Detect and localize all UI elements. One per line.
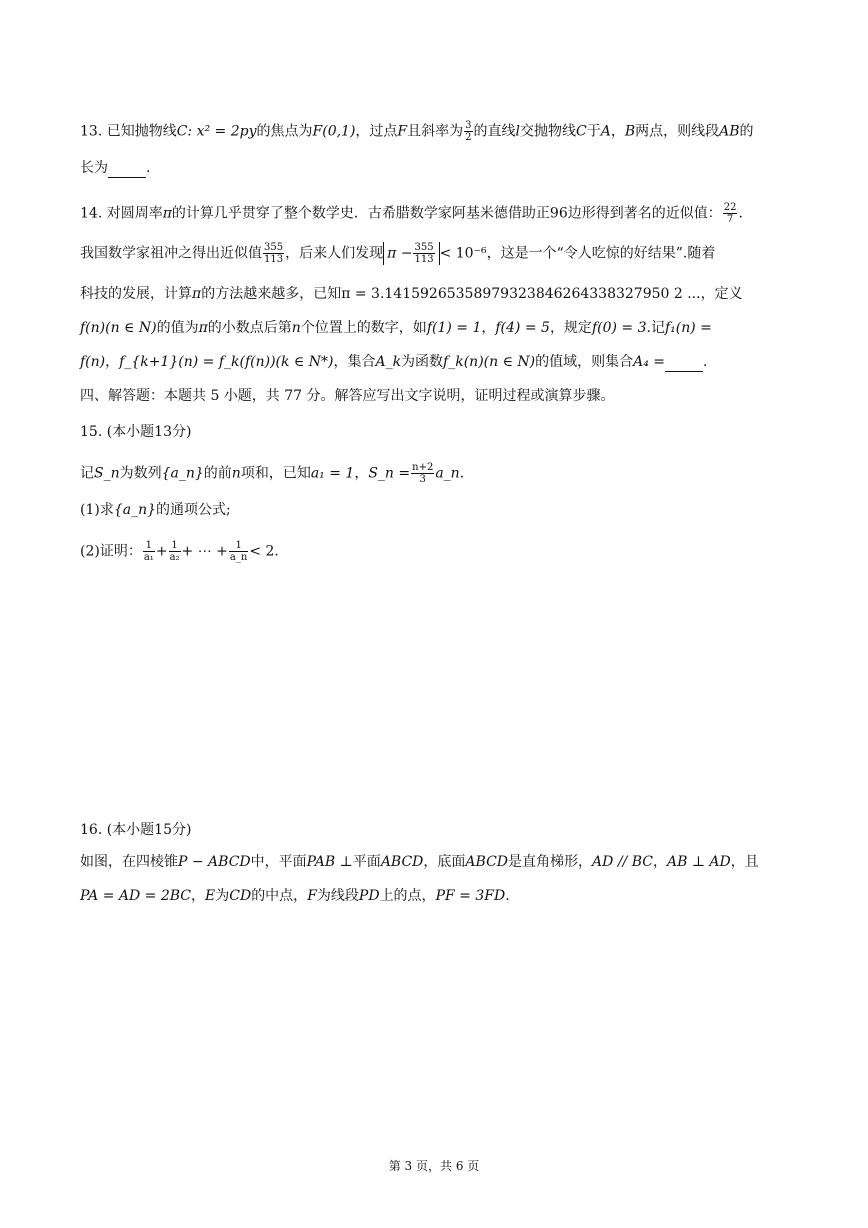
- math: F: [397, 123, 408, 140]
- text: .: [459, 465, 465, 482]
- text: 的焦点为: [256, 123, 313, 140]
- math: π −: [387, 245, 413, 262]
- math: F(0,1): [312, 123, 356, 140]
- text: 的前: [203, 465, 232, 482]
- math: f(4) = 5: [495, 320, 550, 336]
- text: 的方法越来越多，已知: [201, 286, 342, 302]
- numerator: 355: [414, 242, 434, 253]
- math: PAB ⊥: [306, 854, 353, 870]
- math: AD // BC: [592, 854, 653, 870]
- math: π: [198, 320, 208, 336]
- math: f(1) = 1: [426, 320, 482, 336]
- math: n: [291, 320, 301, 336]
- text: 两点，则线段: [635, 123, 720, 140]
- q15-part2: [80, 540, 279, 563]
- math: {a_n}: [161, 465, 204, 482]
- text: .: [738, 205, 743, 222]
- text: 的计算几乎贯穿了整个数学史．古希腊数学家阿基米德借助正96边形得到著名的近似值：: [171, 205, 722, 222]
- numerator: 1: [143, 540, 155, 552]
- math: S_n =: [368, 465, 411, 482]
- text: ，: [354, 465, 369, 482]
- text: 于: [586, 123, 601, 140]
- text: ，集合: [333, 354, 376, 370]
- text: 13. 已知抛物线: [80, 123, 177, 140]
- math: AB: [719, 123, 740, 140]
- text: ，: [652, 854, 667, 870]
- math: C: x² = 2py: [176, 123, 257, 140]
- text: 我国数学家祖冲之得出近似值: [80, 245, 262, 262]
- math: ABCD: [380, 854, 424, 870]
- q13-line1: [80, 120, 754, 143]
- text: .: [505, 888, 510, 904]
- q16-heading: 16. (本小题15分): [80, 822, 192, 838]
- math: f₁(n) =: [664, 320, 712, 336]
- text: 项和，已知: [240, 465, 311, 482]
- math: PA = AD = 2BC: [80, 888, 192, 904]
- text: ，: [610, 123, 625, 140]
- math: f_{k+1}(n) = f_k(f(n))(k ∈ N*): [119, 354, 334, 370]
- fraction: [229, 540, 248, 563]
- text: 为函数: [401, 354, 444, 370]
- fraction: [464, 120, 472, 143]
- math: PD: [358, 888, 380, 904]
- math: {a_n}: [113, 502, 157, 518]
- text: 且斜率为: [407, 123, 464, 140]
- math: < 2.: [249, 543, 279, 560]
- text: .: [146, 160, 151, 176]
- numerator: 22: [723, 202, 737, 213]
- math: a₁ = 1: [310, 465, 355, 482]
- q15-part1: [80, 500, 231, 520]
- text: (1)求: [80, 502, 114, 518]
- math: S_n: [94, 465, 120, 482]
- math: f(0) = 3: [591, 320, 647, 336]
- denominator: a₁: [143, 552, 154, 563]
- answer-blank[interactable]: [665, 357, 703, 372]
- math: π: [162, 205, 172, 222]
- text: 中，平面: [250, 854, 307, 870]
- text: 的: [739, 123, 754, 140]
- q15-heading: 15. (本小题13分): [80, 424, 192, 440]
- text: ，且: [730, 854, 759, 870]
- page-footer: 第 3 页，共 6 页: [388, 1159, 480, 1173]
- text: 的小数点后第: [207, 320, 292, 336]
- text: 的中点，: [251, 888, 308, 904]
- text: 的值域，则集合: [535, 354, 634, 370]
- denominator: 113: [414, 254, 434, 265]
- math: F: [307, 888, 317, 904]
- text: 长为: [80, 160, 108, 176]
- fraction: [411, 462, 434, 485]
- absolute-value: [383, 242, 439, 265]
- q14-line1: [80, 202, 743, 225]
- text: 的通项公式;: [156, 502, 231, 518]
- numerator: 1: [169, 540, 181, 552]
- math: A: [600, 123, 611, 140]
- text: 如图，在四棱锥: [80, 854, 178, 870]
- text: 14. 对圆周率: [80, 205, 163, 222]
- text: 为数列: [119, 465, 162, 482]
- denominator: a₂: [169, 552, 180, 563]
- text: ，底面: [423, 854, 466, 870]
- math: ABCD: [465, 854, 509, 870]
- text: .: [703, 354, 708, 370]
- math: a_n: [435, 465, 460, 482]
- math: π = 3.14159265358979323846264338327950 2 ...: [341, 286, 701, 302]
- text: 为线段: [316, 888, 359, 904]
- q13-line2: [80, 158, 150, 178]
- denominator: 2: [465, 132, 472, 143]
- text: ，过点: [355, 123, 398, 140]
- math: P − ABCD: [178, 854, 251, 870]
- fraction: [723, 202, 738, 225]
- q16-line1: [80, 852, 759, 872]
- text: ，定义: [700, 286, 743, 302]
- fraction: [413, 242, 434, 265]
- q14-line4: [80, 318, 712, 338]
- text: 科技的发展，计算: [80, 286, 192, 302]
- math: n: [231, 465, 241, 482]
- text: 个位置上的数字，如: [300, 320, 427, 336]
- numerator: 1: [229, 540, 248, 552]
- section-heading: 四、解答题：本题共 5 小题，共 77 分。解答应写出文字说明，证明过程或演算步骤。: [80, 388, 615, 404]
- text: 记: [80, 465, 94, 482]
- math: C: [576, 123, 587, 140]
- math: AB ⊥ AD: [666, 854, 731, 870]
- fraction: [169, 540, 181, 563]
- math: PF = 3FD: [435, 888, 506, 904]
- math: A_k: [375, 354, 402, 370]
- text: (2)证明：: [80, 543, 142, 560]
- answer-blank[interactable]: [108, 163, 146, 178]
- denominator: 113: [264, 254, 284, 265]
- denominator: 7: [726, 214, 734, 225]
- math: CD: [229, 888, 252, 904]
- text: 的直线: [473, 123, 516, 140]
- denominator: a_n: [229, 552, 248, 563]
- q15-line1: [80, 462, 464, 485]
- math: E: [205, 888, 216, 904]
- text: 上的点，: [379, 888, 436, 904]
- math: l: [515, 123, 520, 140]
- numerator: n+2: [412, 462, 434, 473]
- text: 为: [215, 888, 230, 904]
- text: 的值为: [156, 320, 199, 336]
- math: f_k(n)(n ∈ N): [443, 354, 536, 370]
- math: f(n): [80, 354, 106, 370]
- math: B: [624, 123, 636, 140]
- q14-line3: [80, 284, 743, 304]
- q14-line2: [80, 242, 715, 265]
- numerator: 3: [465, 120, 472, 131]
- text: ，这是一个“令人吃惊的好结果”.随着: [486, 245, 716, 262]
- math: f(n)(n ∈ N): [80, 320, 157, 336]
- math: + ⋯ +: [181, 543, 228, 560]
- text: 是直角梯形，: [508, 854, 593, 870]
- text: 平面: [352, 854, 381, 870]
- q14-line5: [80, 352, 707, 372]
- fraction: [143, 540, 155, 563]
- text: ，后来人们发现: [285, 245, 384, 262]
- q16-line2: [80, 886, 510, 906]
- math: π: [192, 286, 202, 302]
- fraction: [263, 242, 284, 265]
- text: ，规定: [549, 320, 592, 336]
- text: ，: [481, 320, 496, 336]
- math: +: [155, 543, 168, 560]
- numerator: 355: [264, 242, 284, 253]
- text: ，: [191, 888, 206, 904]
- text: .记: [646, 320, 665, 336]
- math: A₄ =: [633, 354, 666, 370]
- denominator: 3: [419, 474, 426, 485]
- text: ，: [105, 354, 120, 370]
- text: 交抛物线: [520, 123, 576, 140]
- math: < 10⁻⁶: [439, 245, 487, 262]
